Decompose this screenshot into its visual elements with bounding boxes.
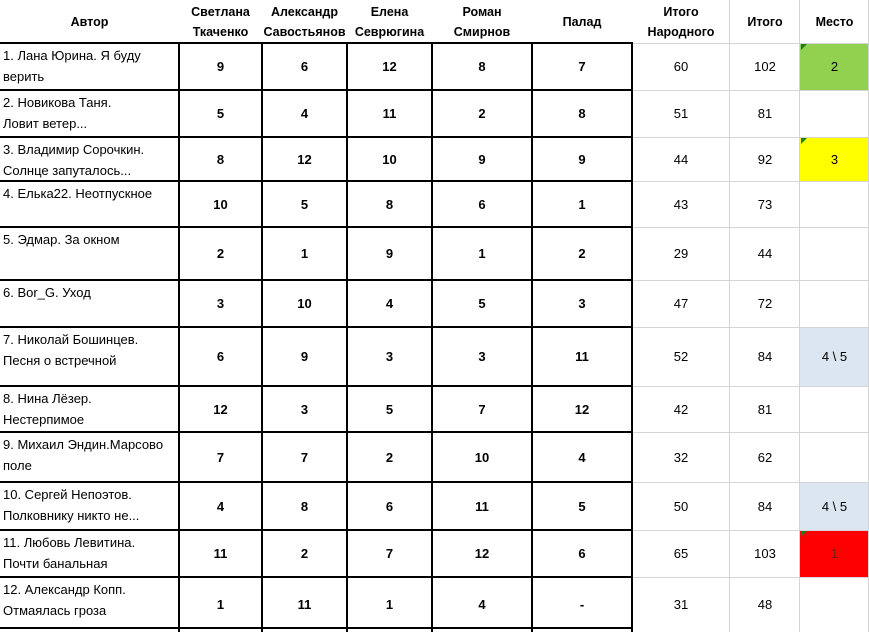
judge-score: 6 (300, 59, 309, 74)
author-cell-line: 9. Михаил Эндин.Марсово (3, 437, 164, 452)
place-cell (800, 577, 869, 632)
author-cell-line: Песня о встречной (3, 353, 117, 368)
judge-score: 2 (578, 246, 586, 261)
place-cell (800, 181, 869, 227)
place-cell (800, 432, 869, 482)
grand-total: 44 (757, 246, 773, 261)
judge-score: 12 (474, 546, 490, 561)
judge-score: 3 (300, 401, 309, 417)
author-cell-line: 4. Елька22. Неотпускное (3, 186, 153, 201)
judge-score: 2 (300, 546, 309, 561)
grid-line (632, 577, 869, 578)
grand-total: 81 (757, 401, 773, 417)
author-cell (0, 137, 179, 181)
grid-line (632, 181, 869, 182)
border-line (0, 385, 633, 387)
people-total: 44 (673, 151, 689, 167)
place-cell (800, 227, 869, 280)
author-cell-line: 6. Bor_G. Уход (3, 285, 91, 300)
people-total: 50 (673, 498, 689, 514)
author-cell (0, 90, 179, 137)
author-cell-line: 12. Александр Копп. (3, 582, 126, 597)
border-line (0, 529, 633, 531)
place-cell: 1 (800, 530, 869, 577)
author-cell-line: 1. Лана Юрина. Я буду (3, 48, 141, 63)
author-cell-line: 5. Эдмар. За окном (3, 232, 120, 247)
judge-score: 2 (385, 449, 394, 465)
author-cell-line: Солнце запуталось... (3, 163, 132, 178)
judge-score: 11 (475, 498, 489, 514)
judge-score: 3 (385, 349, 394, 364)
people-total: 43 (673, 196, 689, 212)
judge-score: 8 (578, 106, 586, 121)
judge-score: 5 (300, 196, 309, 212)
border-line (531, 43, 533, 632)
author-cell-line: верить (3, 69, 45, 84)
judge-score: 9 (385, 246, 394, 261)
header-judge-line: Смирнов (453, 24, 511, 39)
grand-total: 72 (757, 296, 773, 311)
author-cell-line: 7. Николай Бошинцев. (3, 332, 139, 347)
judge-score: 7 (216, 449, 225, 465)
border-line (261, 43, 263, 632)
header-judge-line: Палад (562, 14, 602, 29)
judge-score: 1 (578, 196, 586, 212)
judge-score: 6 (216, 349, 225, 364)
comment-marker-icon (801, 138, 807, 144)
header-judge (432, 0, 532, 43)
judge-score: 12 (574, 401, 590, 417)
judge-score: 9 (300, 349, 309, 364)
judge-score: 10 (297, 296, 312, 311)
judge-score: 7 (578, 59, 586, 74)
judge-score: 5 (216, 106, 225, 121)
border-line (0, 279, 633, 281)
place-cell: 4 \ 5 (800, 482, 869, 530)
people-total: 47 (673, 296, 689, 311)
border-line (346, 43, 348, 632)
people-total: 31 (673, 597, 689, 612)
header-judge (179, 0, 262, 43)
place-cell (800, 90, 869, 137)
author-cell (0, 327, 179, 386)
border-line (0, 42, 633, 44)
header-place: Место (815, 14, 854, 29)
judge-score: 8 (300, 498, 309, 514)
judge-score: 9 (216, 59, 225, 74)
people-total: 42 (673, 401, 689, 417)
grand-total: 48 (757, 597, 773, 612)
comment-marker-icon (801, 531, 807, 537)
author-cell (0, 386, 179, 432)
judge-score: 4 (385, 296, 394, 311)
judge-score: 4 (300, 106, 309, 121)
judge-score: 1 (478, 246, 486, 261)
grid-line (632, 227, 869, 228)
judge-score: - (579, 597, 585, 612)
place-cell (800, 386, 869, 432)
judge-score: 12 (382, 59, 397, 74)
grand-total: 62 (757, 449, 773, 465)
header-judge (532, 0, 632, 43)
grand-total: 103 (754, 546, 776, 561)
header-judge-line: Светлана (191, 4, 250, 19)
judge-score: 7 (300, 449, 309, 465)
header-judge-line: Ткаченко (192, 24, 249, 39)
author-cell-line: Нестерпимое (3, 412, 85, 427)
judge-score: 6 (385, 498, 394, 514)
grand-total: 92 (757, 151, 773, 167)
people-total: 32 (673, 449, 689, 465)
grid-line (632, 386, 869, 387)
border-line (0, 431, 633, 433)
header-judge (262, 0, 347, 43)
grid-line (632, 327, 869, 328)
header-people-total (632, 0, 730, 43)
judge-score: 6 (478, 196, 486, 212)
grid-line (632, 43, 869, 44)
judge-score: 9 (478, 151, 486, 167)
judge-score: 4 (478, 597, 486, 612)
judge-score: 5 (578, 498, 586, 514)
author-cell (0, 227, 179, 280)
judge-score: 11 (382, 106, 397, 121)
comment-marker-icon (801, 44, 807, 50)
header-judge-line: Севрюгина (354, 24, 425, 39)
grid-line (729, 0, 730, 632)
author-cell-line: поле (3, 458, 32, 473)
author-cell (0, 43, 179, 90)
grid-line (632, 432, 869, 433)
people-total: 65 (673, 546, 689, 561)
author-cell-line: Почти банальная (3, 556, 108, 571)
judge-score: 10 (213, 196, 228, 212)
author-cell-line: 8. Нина Лёзер. (3, 391, 92, 406)
border-line (0, 481, 633, 483)
people-total: 52 (673, 349, 689, 364)
judge-score: 6 (578, 546, 586, 561)
border-line (631, 43, 633, 632)
author-cell (0, 181, 179, 227)
grid-line (632, 482, 869, 483)
judge-score: 11 (297, 597, 312, 612)
border-line (0, 627, 633, 629)
judge-score: 11 (213, 546, 228, 561)
judge-score: 12 (213, 401, 228, 417)
judge-score: 1 (300, 246, 309, 261)
judge-score: 1 (385, 597, 394, 612)
header-judge-line: Александр (270, 4, 339, 19)
judge-score: 7 (385, 546, 394, 561)
grid-line (632, 530, 869, 531)
border-line (0, 136, 633, 138)
judge-score: 8 (216, 151, 225, 167)
judge-score: 5 (385, 401, 394, 417)
place-cell: 2 (800, 43, 869, 90)
people-total: 51 (673, 106, 689, 121)
place-cell: 3 (800, 137, 869, 181)
border-line (0, 226, 633, 228)
author-cell-line: 11. Любовь Левитина. (3, 535, 136, 550)
author-cell (0, 432, 179, 482)
people-total: 60 (673, 59, 689, 74)
author-cell (0, 530, 179, 577)
judge-score: 5 (478, 296, 486, 311)
header-total: Итого (747, 14, 783, 29)
border-line (431, 43, 433, 632)
judge-score: 2 (216, 246, 225, 261)
grid-line (632, 137, 869, 138)
author-cell-line: 3. Владимир Сорочкин. (3, 142, 145, 157)
people-total: 29 (673, 246, 689, 261)
grand-total: 102 (754, 59, 776, 74)
judge-score: 4 (216, 498, 225, 514)
place-cell (800, 280, 869, 327)
author-cell-line: Полковнику никто не... (3, 508, 140, 523)
author-cell-line: 2. Новикова Таня. (3, 95, 112, 110)
grand-total: 84 (757, 349, 773, 364)
header-judge-line: Савостьянов (263, 24, 346, 39)
border-line (0, 576, 633, 578)
border-line (0, 180, 633, 182)
judge-score: 3 (216, 296, 225, 311)
grid-line (632, 280, 869, 281)
judge-score: 8 (385, 196, 394, 212)
judge-score: 9 (578, 151, 586, 167)
judge-score: 1 (216, 597, 225, 612)
judge-score: 3 (478, 349, 486, 364)
grand-total: 81 (757, 106, 773, 121)
border-line (0, 326, 633, 328)
judge-score: 10 (474, 449, 490, 465)
header-judge-line: Елена (370, 4, 409, 19)
judge-score: 7 (478, 401, 486, 417)
author-cell (0, 577, 179, 632)
grid-line (632, 90, 869, 91)
header-author: Автор (70, 14, 109, 29)
border-line (0, 89, 633, 91)
author-cell-line: 10. Сергей Непоэтов. (3, 487, 132, 502)
header-judge (347, 0, 432, 43)
grid-line (799, 0, 800, 632)
author-cell (0, 280, 179, 327)
judge-score: 8 (478, 59, 486, 74)
border-line (178, 43, 180, 632)
judge-score: 12 (297, 151, 312, 167)
judge-score: 2 (478, 106, 486, 121)
author-cell (0, 482, 179, 530)
author-cell-line: Ловит ветер... (3, 116, 88, 131)
place-cell: 4 \ 5 (800, 327, 869, 386)
judge-score: 3 (578, 296, 586, 311)
author-cell-line: Отмаялась гроза (3, 603, 107, 618)
grand-total: 84 (757, 498, 773, 514)
grand-total: 73 (757, 196, 773, 212)
judge-score: 4 (578, 449, 586, 465)
header-people-total-line: Народного (647, 24, 715, 39)
judge-score: 11 (575, 349, 589, 364)
header-people-total-line: Итого (663, 4, 699, 19)
judge-score: 10 (382, 151, 397, 167)
header-judge-line: Роман (462, 4, 502, 19)
